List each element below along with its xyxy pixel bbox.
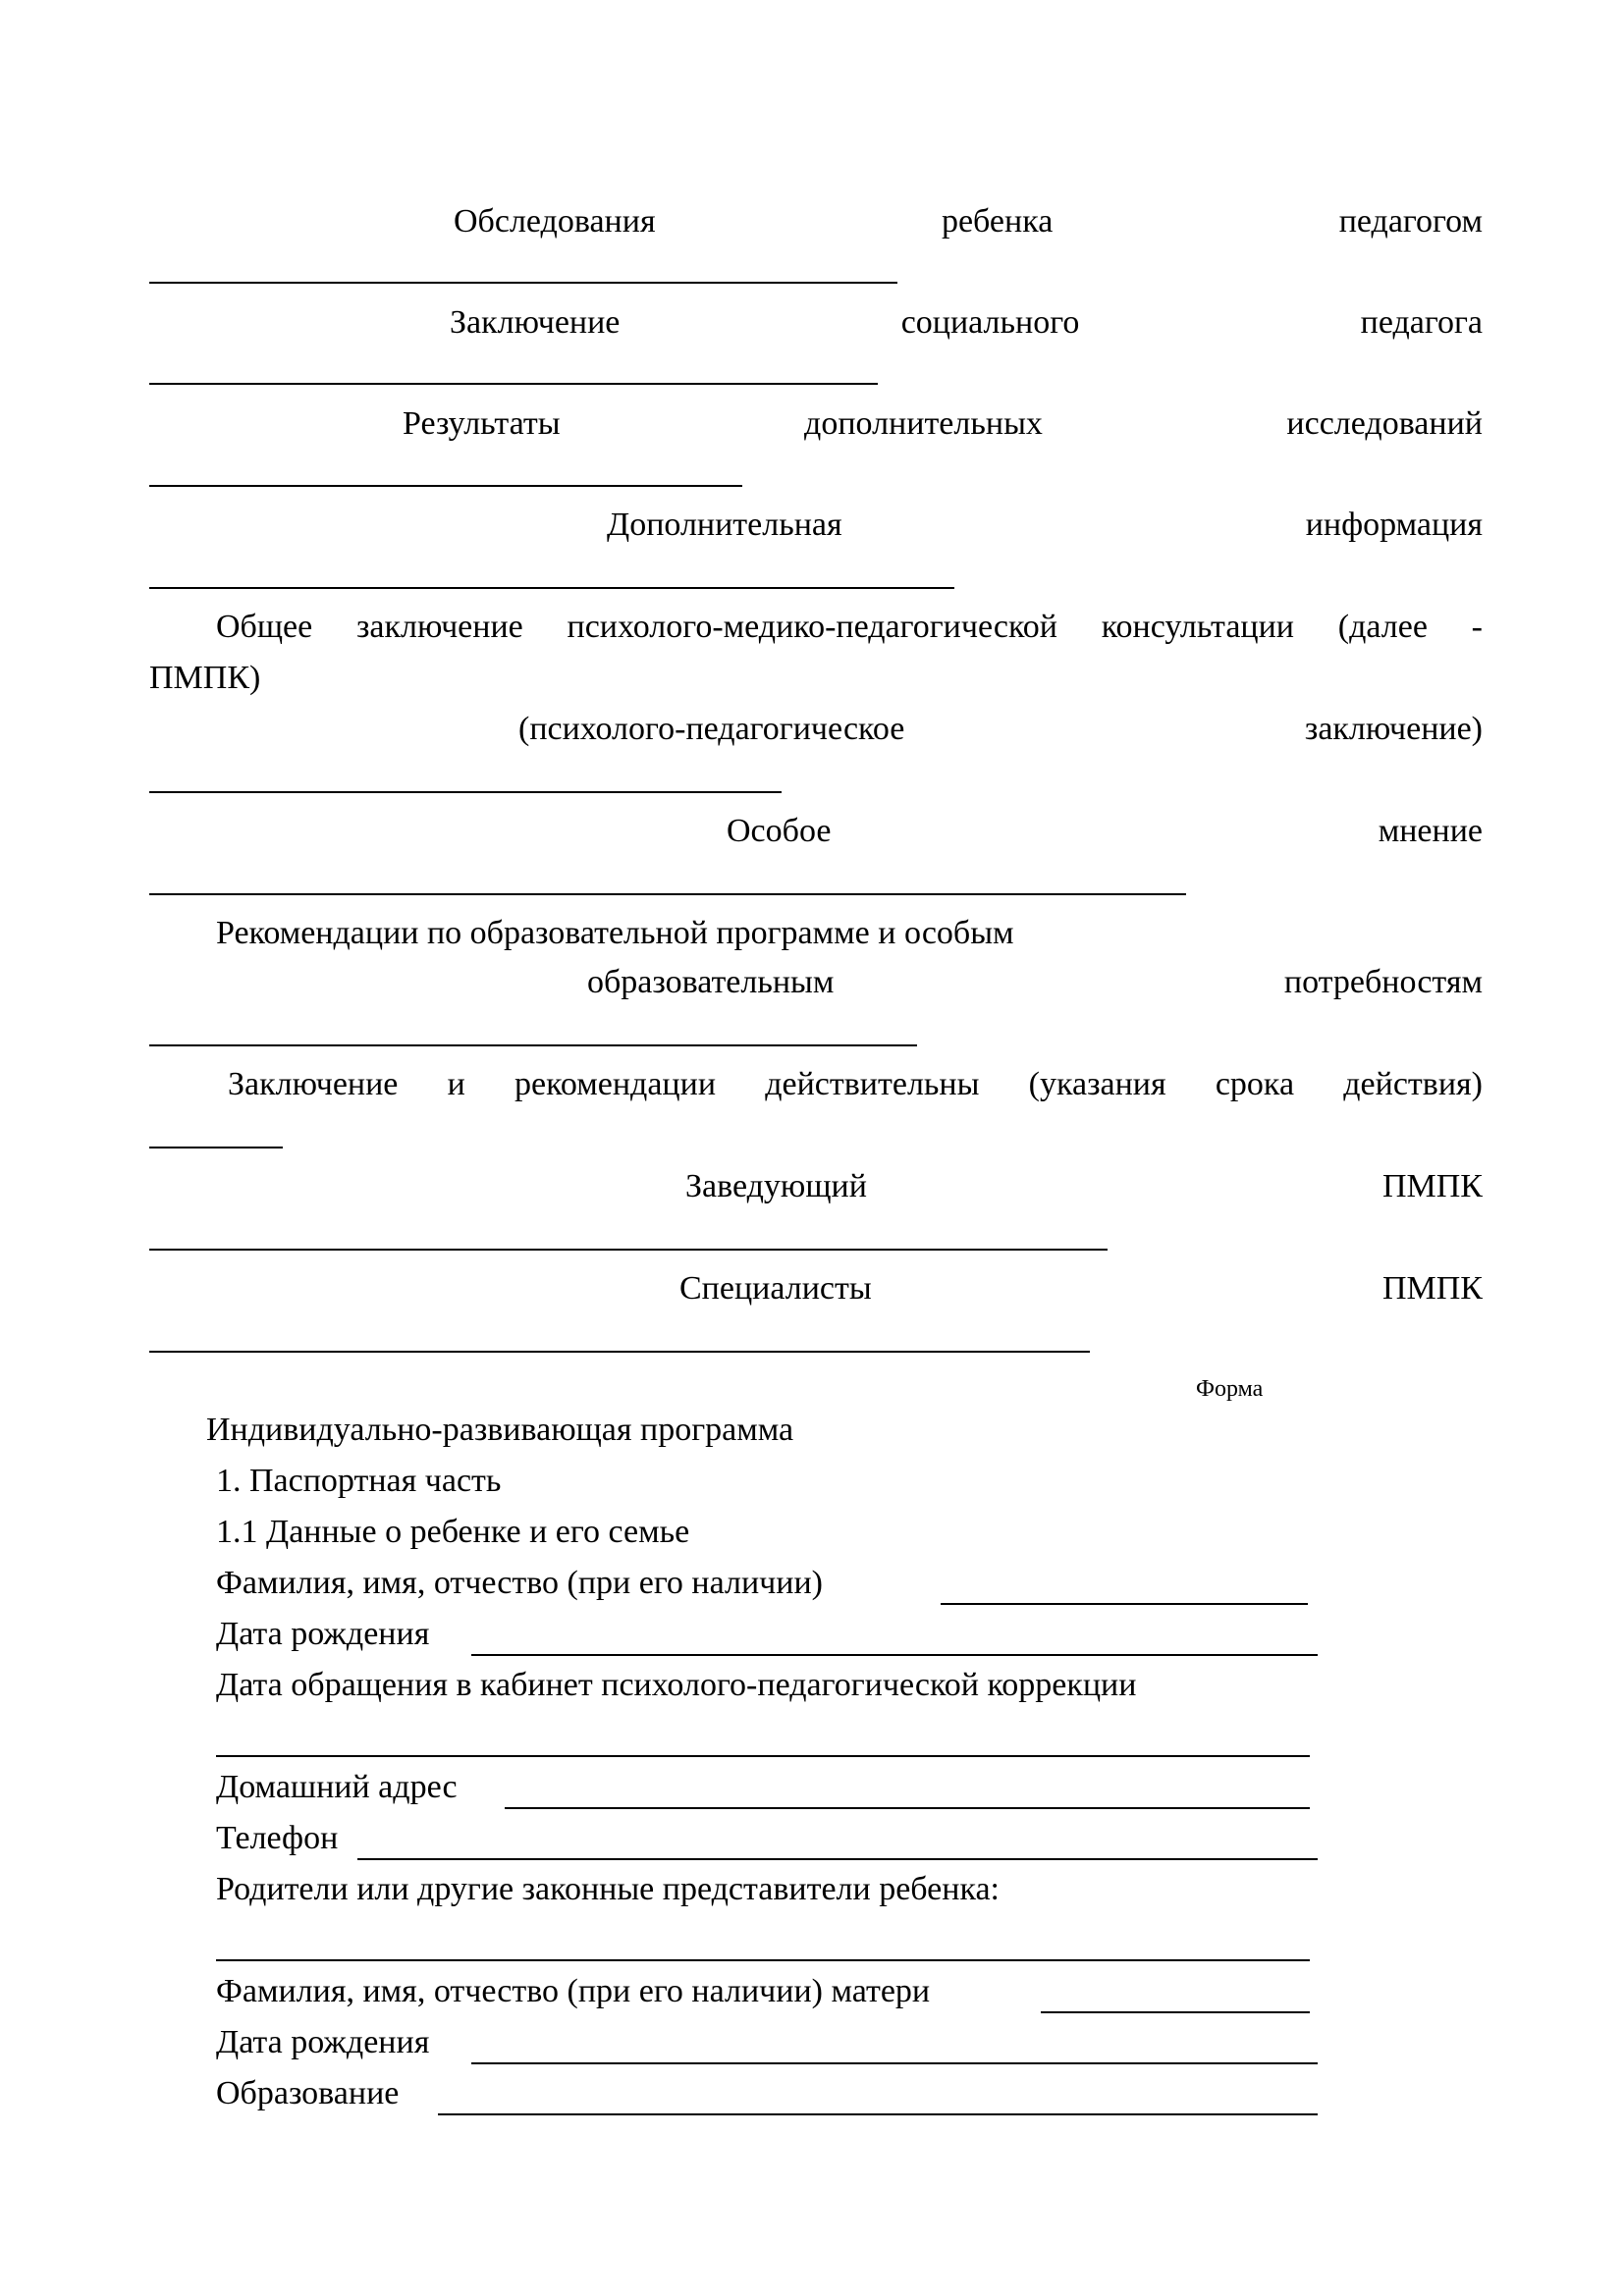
validity-word-6: срока — [1215, 1066, 1295, 1102]
teacher-exam-heading — [454, 199, 1483, 244]
validity-word-3: рекомендации — [514, 1066, 717, 1102]
appeal-date-label: Дата обращения в кабинет психолого-педагогической коррекции — [216, 1667, 1137, 1703]
appeal-date-field[interactable] — [216, 1755, 1310, 1757]
validity-word-5: (указания — [1028, 1066, 1166, 1102]
mother-name-field[interactable] — [1041, 2011, 1310, 2013]
validity-word-7: действия) — [1343, 1066, 1483, 1102]
general-conclusion-line-2: ПМПК) — [149, 660, 261, 696]
specialists-fill-line[interactable] — [149, 1351, 1090, 1353]
special-opinion-word-1: Особое — [727, 813, 832, 849]
social-teacher-fill-line[interactable] — [149, 383, 878, 385]
validity-word-1: Заключение — [228, 1066, 399, 1102]
head-heading — [685, 1164, 1483, 1209]
recommendations-line-2 — [587, 960, 1483, 1005]
home-address-row — [216, 1765, 1549, 1810]
general-conclusion-line-1: Общее заключение психолого-медико-педагогической консультации (далее - — [216, 609, 1483, 645]
home-address-field[interactable] — [505, 1807, 1310, 1809]
parents-field[interactable] — [216, 1959, 1310, 1961]
mother-name-row — [216, 1969, 1549, 2014]
psych-ped-word-2: заключение) — [1304, 711, 1483, 747]
validity-fill-line[interactable] — [149, 1147, 283, 1148]
head-fill-line[interactable] — [149, 1249, 1108, 1251]
social-teacher-word-2: социального — [900, 304, 1080, 341]
passport-part-heading: 1. Паспортная часть — [216, 1463, 502, 1499]
recommendations-word-1: образовательным — [587, 964, 835, 1000]
additional-research-fill-line[interactable] — [149, 485, 742, 487]
birth-date-label: Дата рождения — [216, 1616, 430, 1652]
phone-field[interactable] — [357, 1858, 1318, 1860]
teacher-exam-word-3: педагогом — [1338, 203, 1483, 240]
additional-info-fill-line[interactable] — [149, 587, 954, 589]
teacher-exam-word-1: Обследования — [454, 203, 656, 240]
mother-birth-date-row — [216, 2020, 1549, 2065]
additional-research-word-3: исследований — [1286, 405, 1483, 442]
birth-date-field[interactable] — [471, 1654, 1318, 1656]
education-field[interactable] — [438, 2113, 1318, 2115]
validity-heading — [228, 1062, 1483, 1107]
psych-ped-conclusion-fill-line[interactable] — [149, 791, 782, 793]
psych-ped-word-1: (психолого-педагогическое — [518, 711, 905, 747]
special-opinion-word-2: мнение — [1378, 813, 1483, 849]
specialists-word-1: Специалисты — [679, 1270, 872, 1307]
recommendations-fill-line[interactable] — [149, 1044, 917, 1046]
validity-word-4: действительны — [765, 1066, 980, 1102]
special-opinion-heading — [727, 809, 1483, 854]
social-teacher-word-3: педагога — [1360, 304, 1483, 341]
special-opinion-fill-line[interactable] — [149, 893, 1186, 895]
head-word-1: Заведующий — [685, 1168, 867, 1204]
form-label: Форма — [1196, 1376, 1264, 1402]
social-teacher-word-1: Заключение — [450, 304, 621, 341]
education-row — [216, 2071, 1549, 2116]
teacher-exam-fill-line[interactable] — [149, 282, 897, 284]
specialists-word-2: ПМПК — [1381, 1270, 1483, 1307]
birth-date-row — [216, 1612, 1549, 1657]
additional-research-word-1: Результаты — [403, 405, 561, 442]
mother-birth-date-label: Дата рождения — [216, 2024, 430, 2060]
additional-research-heading — [403, 401, 1483, 447]
full-name-field[interactable] — [941, 1603, 1308, 1605]
parents-label: Родители или другие законные представители ребенка: — [216, 1871, 1000, 1907]
full-name-row — [216, 1561, 1316, 1606]
psych-ped-conclusion-heading — [518, 707, 1483, 752]
recommendations-line-1: Рекомендации по образовательной программе и особым — [216, 915, 1014, 951]
phone-label: Телефон — [216, 1820, 339, 1856]
social-teacher-heading — [450, 300, 1483, 346]
additional-info-word-2: информация — [1305, 507, 1483, 543]
validity-word-2: и — [447, 1066, 465, 1102]
program-title: Индивидуально-развивающая программа — [206, 1412, 794, 1448]
home-address-label: Домашний адрес — [216, 1769, 458, 1805]
full-name-label: Фамилия, имя, отчество (при его наличии) — [216, 1565, 823, 1601]
additional-info-heading — [607, 503, 1483, 548]
teacher-exam-word-2: ребенка — [941, 203, 1054, 240]
phone-row — [216, 1816, 1549, 1861]
child-family-data-heading: 1.1 Данные о ребенке и его семье — [216, 1514, 690, 1550]
additional-info-word-1: Дополнительная — [607, 507, 842, 543]
mother-name-label: Фамилия, имя, отчество (при его наличии) матери — [216, 1973, 931, 2009]
mother-birth-date-field[interactable] — [471, 2062, 1318, 2064]
recommendations-word-2: потребностям — [1283, 964, 1483, 1000]
specialists-heading — [679, 1266, 1483, 1311]
education-label: Образование — [216, 2075, 400, 2111]
additional-research-word-2: дополнительных — [804, 405, 1043, 442]
head-word-2: ПМПК — [1381, 1168, 1483, 1204]
